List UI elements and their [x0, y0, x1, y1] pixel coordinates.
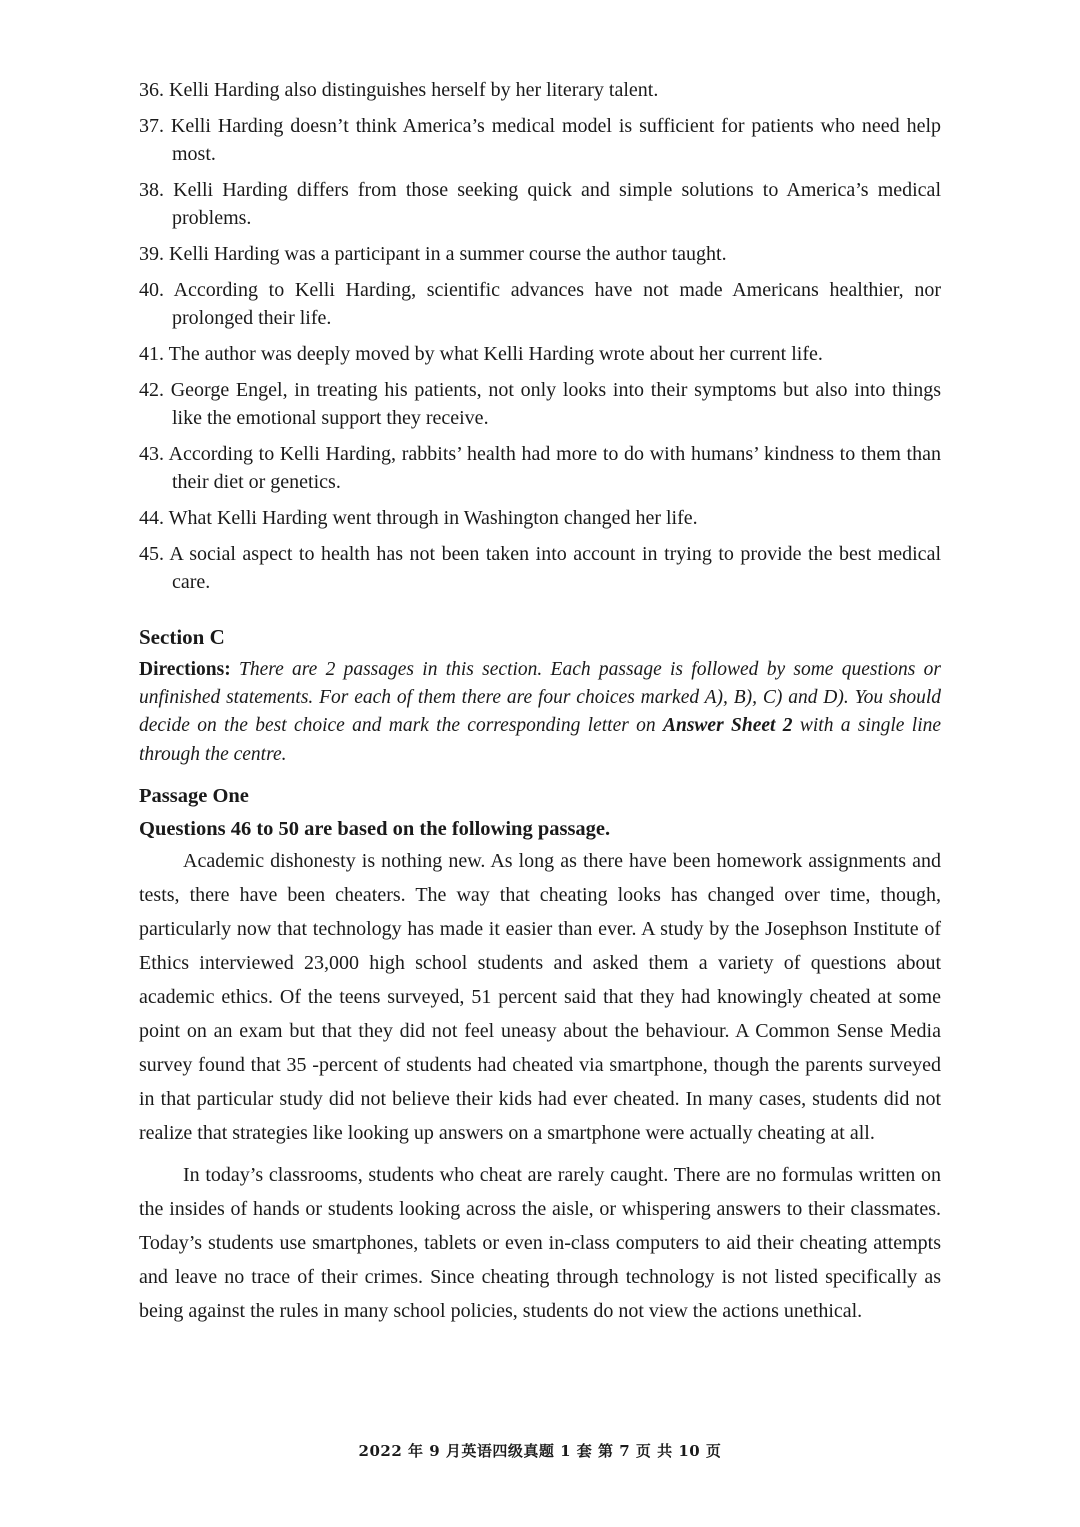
page-footer: 2022 年 9 月英语四级真题 1 套 第 7 页 共 10 页 [358, 1442, 722, 1460]
question-text: What Kelli Harding went through in Washington changed her life. [168, 507, 698, 529]
question-number: 36. [139, 79, 164, 101]
question-text: George Engel, in treating his patients, not only looks into their symptoms but also into things like the emotional support they receive. [170, 379, 941, 429]
question-text: Kelli Harding differs from those seeking quick and simple solutions to America’s medical problems. [172, 179, 941, 229]
question-text: The author was deeply moved by what Kelli Harding wrote about her current life. [168, 343, 823, 365]
question-number: 43. [139, 443, 164, 465]
question-item [139, 504, 941, 532]
question-number: 38. [139, 179, 164, 201]
exam-page [139, 76, 941, 1328]
question-text: According to Kelli Harding, rabbits’ health had more to do with humans’ kindness to them than their diet or genetics. [168, 443, 941, 493]
question-number: 44. [139, 507, 164, 529]
question-number: 45. [139, 543, 164, 565]
passage-title: Passage One [139, 784, 249, 807]
question-number: 42. [139, 379, 164, 401]
question-item [139, 540, 941, 596]
passage-paragraph: In today’s classrooms, students who cheat are rarely caught. There are no formulas written on the insides of hands or students looking across the aisle, or whispering answers to their classmates. Today’s students use smartphones, tablets or even in-class computers to aid their cheating attempts and leave no trace of their crimes. Since cheating through technology is not listed specifically as being against the rules in many school policies, students do not view the actions unethical. [139, 1163, 941, 1322]
passage-questions-range: Questions 46 to 50 are based on the following passage. [139, 817, 611, 840]
question-item [139, 240, 941, 268]
question-item [139, 176, 941, 232]
directions [139, 656, 941, 769]
question-number: 41. [139, 343, 164, 365]
question-text: Kelli Harding doesn’t think America’s medical model is sufficient for patients who need help most. [170, 115, 941, 165]
section-title: Section C [139, 625, 225, 649]
question-number: 37. [139, 115, 164, 137]
question-item [139, 440, 941, 496]
question-text: Kelli Harding also distinguishes herself by her literary talent. [169, 79, 659, 101]
question-number: 40. [139, 279, 164, 301]
question-item [139, 76, 941, 104]
question-item [139, 276, 941, 332]
directions-label: Directions: [139, 659, 231, 680]
question-text: A social aspect to health has not been taken into account in trying to provide the best medical care. [169, 543, 941, 593]
question-list [139, 76, 941, 596]
answer-sheet-label: Answer Sheet 2 [662, 715, 793, 737]
question-text: According to Kelli Harding, scientific advances have not made Americans healthier, nor prolonged their life. [172, 279, 941, 329]
question-text: Kelli Harding was a participant in a summer course the author taught. [169, 243, 727, 265]
passage-paragraph: Academic dishonesty is nothing new. As long as there have been homework assignments and tests, there have been cheaters. The way that cheating looks has changed over time, though, particularly now that technology has made it easier than ever. A study by the Josephson Institute of Ethics interviewed 23,000 high school students and asked them a variety of questions about academic ethics. Of the teens surveyed, 51 percent said that they had knowingly cheated at some point on an exam but that they did not feel uneasy about the behaviour. A Common Sense Media survey found that 35 -percent of students had cheated via smartphone, though the parents surveyed in that particular study did not believe their kids had ever cheated. In many cases, students did not realize that strategies like looking up answers on a smartphone were actually cheating at all. [139, 849, 941, 1144]
question-item [139, 112, 941, 168]
question-number: 39. [139, 243, 164, 265]
directions-text: There are 2 passages in this section. Each passage is followed by some questions or unfinished statements. For each of them there are four choices marked A), B), C) and D). You should decide on the best choice and mark the corresponding letter on [139, 659, 942, 737]
question-item [139, 376, 941, 432]
question-item [139, 340, 941, 368]
directions-text-end: with a single line through the centre. [139, 715, 942, 765]
